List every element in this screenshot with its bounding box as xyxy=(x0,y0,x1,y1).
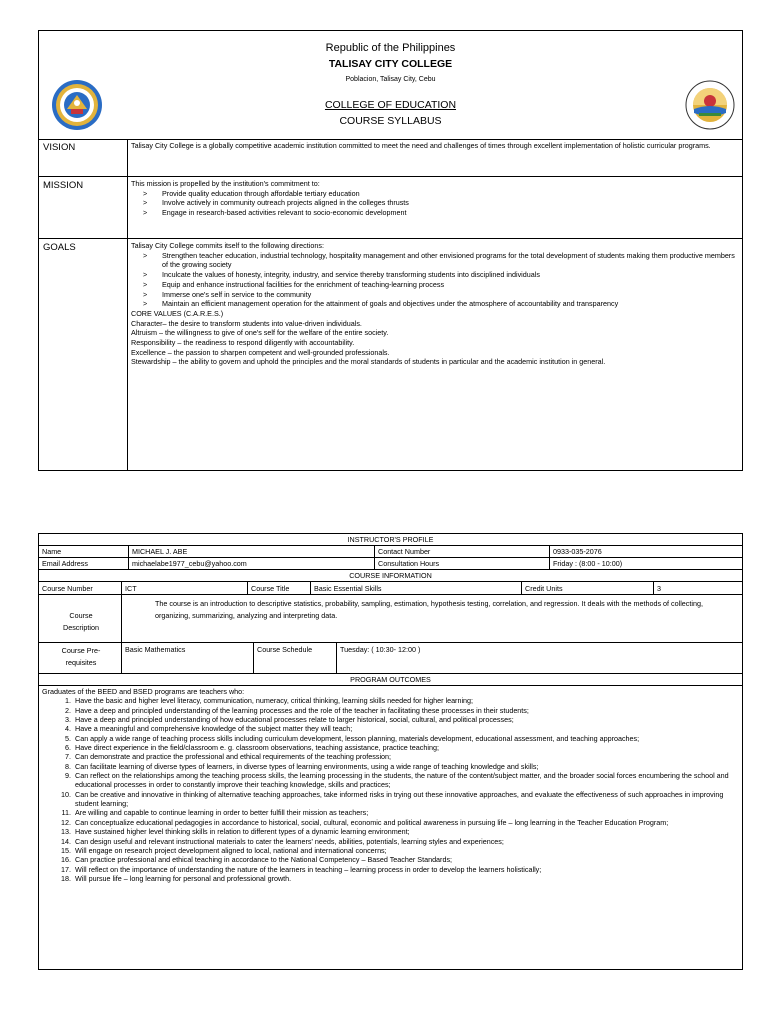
outcome-number: 11. xyxy=(61,808,71,818)
outcome-number: 3. xyxy=(65,715,71,725)
rule xyxy=(247,581,248,594)
rule xyxy=(39,569,742,570)
outcome-text: Have direct experience in the field/classroom e. g. classroom observations, teaching assistance, practice teaching; xyxy=(75,743,439,753)
outcome-number: 12. xyxy=(61,817,71,827)
goals-intro: Talisay City College commits itself to the following directions: xyxy=(131,241,324,250)
list-item xyxy=(42,715,740,724)
course-description: The course is an introduction to descriptive statistics, probability, sampling, estimation, hypothesis testing, correlation, and regression. It deals with the methods of collecting, organizing, summarizing, analyzing and interpreting data. xyxy=(155,599,703,620)
talisay-city-college-seal-icon xyxy=(51,79,103,131)
vision-row xyxy=(39,139,742,177)
department-name: COLLEGE OF EDUCATION xyxy=(324,99,457,111)
rule xyxy=(39,685,742,686)
core-value-item: Responsibility – the readiness to respond diligently with accountability. xyxy=(131,338,355,348)
list-item xyxy=(42,827,740,836)
list-item xyxy=(42,790,740,809)
rule xyxy=(253,642,254,673)
goals-row xyxy=(39,239,742,470)
list-item: > Strengthen teacher education, industrial technology, hospitality management and other envisioned programs for the total development of students making them productive members of the growing society xyxy=(143,251,737,270)
program-outcomes-title: PROGRAM OUTCOMES xyxy=(350,675,431,684)
list-item: > Immerse one's self in service to the community xyxy=(143,290,737,300)
rule xyxy=(128,545,129,569)
contact-number: 0933-035-2076 xyxy=(553,547,602,556)
outcome-number: 10. xyxy=(61,789,71,799)
goals-list xyxy=(131,251,737,309)
core-value-item: Character– the desire to transform students into value-driven individuals. xyxy=(131,318,362,328)
list-item xyxy=(42,865,740,874)
list-item: > Inculcate the values of honesty, integrity, industry, and service thereby transforming students into disciplined individuals xyxy=(143,270,737,280)
list-item xyxy=(42,874,740,883)
list-item: > Engage in research-based activities relevant to socio-economic development xyxy=(143,208,737,218)
outcome-number: 13. xyxy=(61,827,71,837)
outcome-number: 1. xyxy=(65,696,71,706)
email-address: michaelabe1977_cebu@yahoo.com xyxy=(132,559,247,568)
course-title-label: Course Title xyxy=(251,584,290,593)
rule xyxy=(310,581,311,594)
consultation-label: Consultation Hours xyxy=(378,559,440,568)
college-name: TALISAY CITY COLLEGE xyxy=(328,58,453,70)
goals-content xyxy=(131,241,737,367)
city-of-talisay-seal-icon xyxy=(685,79,735,131)
republic-line: Republic of the Philippines xyxy=(325,42,456,54)
mission-row xyxy=(39,177,742,239)
list-item xyxy=(42,846,740,855)
document-header xyxy=(39,31,742,140)
outcome-text: Will reflect on the importance of understanding the nature of the learners in teaching – learning process in order to develop the learners holistically; xyxy=(75,864,542,874)
instructor-name: MICHAEL J. ABE xyxy=(132,547,188,556)
mission-intro: This mission is propelled by the institution's commitment to: xyxy=(131,179,320,188)
mission-list xyxy=(131,189,737,218)
outcome-text: Can facilitate learning of diverse types of learners, in diverse types of learning environments, using a wide range of teaching knowledge and skills; xyxy=(75,761,539,771)
mission-content xyxy=(131,179,737,218)
rule xyxy=(549,545,550,569)
mission-label: MISSION xyxy=(43,180,84,191)
credit-units: 3 xyxy=(657,584,661,593)
instructor-profile-title: INSTRUCTOR'S PROFILE xyxy=(347,535,434,544)
course-info-section xyxy=(38,533,743,970)
outcome-text: Can design useful and relevant instructional materials to cater the learners' needs, abilities, potentials, learning styles and experiences; xyxy=(75,836,504,846)
outcome-text: Can be creative and innovative in thinking of alternative teaching approaches, take informed risks in trying out these innovative approaches, and evaluate the effectiveness of such approaches in improving student learning; xyxy=(75,789,724,809)
program-outcomes-list xyxy=(42,696,740,883)
outcome-text: Have a meaningful and comprehensive knowledge of the subject matter they will teach; xyxy=(75,724,353,734)
college-address: Poblacion, Talisay City, Cebu xyxy=(345,76,436,83)
course-number-label: Course Number xyxy=(42,584,93,593)
rule xyxy=(336,642,337,673)
rule xyxy=(121,581,122,673)
course-prerequisites-label: Course Pre-requisites xyxy=(61,646,101,667)
core-values-title: CORE VALUES (C.A.R.E.S.) xyxy=(131,308,224,318)
course-description-label: Course Description xyxy=(63,611,99,632)
outcome-text: Have a deep and principled understanding of how educational processes relate to larger historical, social, cultural, and political processes; xyxy=(75,715,514,725)
contact-label: Contact Number xyxy=(378,547,431,556)
list-item xyxy=(42,762,740,771)
document-title: COURSE SYLLABUS xyxy=(339,115,442,127)
course-prerequisites: Basic Mathematics xyxy=(125,645,186,654)
list-item: > Equip and enhance instructional facilities for the enrichment of teaching-learning process xyxy=(143,280,737,290)
name-label: Name xyxy=(42,547,62,556)
list-item xyxy=(42,734,740,743)
list-item xyxy=(42,771,740,790)
course-information-title: COURSE INFORMATION xyxy=(349,571,432,580)
list-item xyxy=(42,696,740,705)
list-item xyxy=(42,837,740,846)
consultation-hours: Friday : (8:00 - 10:00) xyxy=(553,559,623,568)
rule xyxy=(374,545,375,569)
list-item xyxy=(42,808,740,817)
list-item: > Maintain an efficient management operation for the attainment of goals and objectives under the atmosphere of accountability and transparency xyxy=(143,299,737,309)
program-outcomes-content xyxy=(42,687,740,883)
list-item xyxy=(42,706,740,715)
outcome-number: 5. xyxy=(65,733,71,743)
outcome-number: 9. xyxy=(65,771,71,781)
rule xyxy=(39,557,742,558)
core-value-item: Stewardship – the ability to govern and uphold the principles and the moral standards of students in particular and the academic institution in general. xyxy=(131,357,606,367)
rule xyxy=(39,545,742,546)
outcome-text: Will engage on research project development aligned to local, national and international concerns; xyxy=(75,845,387,855)
outcome-text: Can practice professional and ethical teaching in accordance to the National Competency – Based Teacher Standards; xyxy=(75,855,453,865)
vision-label: VISION xyxy=(43,142,76,153)
list-item: > Involve actively in community outreach projects aligned in the colleges thrusts xyxy=(143,198,737,208)
core-value-item: Altruism – the willingness to give of one's self for the welfare of the entire society. xyxy=(131,328,389,338)
list-item xyxy=(42,818,740,827)
list-item xyxy=(42,855,740,864)
outcome-number: 18. xyxy=(61,873,71,883)
list-item xyxy=(42,724,740,733)
course-title: Basic Essential Skills xyxy=(314,584,382,593)
syllabus-header-section xyxy=(38,30,743,471)
outcome-number: 8. xyxy=(65,761,71,771)
list-item xyxy=(42,752,740,761)
list-item xyxy=(42,743,740,752)
outcome-text: Are willing and capable to continue learning in order to better fulfill their mission as teachers; xyxy=(75,808,369,818)
outcome-number: 14. xyxy=(61,836,71,846)
rule xyxy=(653,581,654,594)
outcome-text: Will pursue life – long learning for personal and professional growth. xyxy=(75,873,292,883)
course-number: ICT xyxy=(125,584,137,593)
outcome-number: 2. xyxy=(65,705,71,715)
outcome-number: 6. xyxy=(65,743,71,753)
outcome-text: Can conceptualize educational pedagogies in accordance to historical, social, cultural, economic and political awareness in pursuing life – long learning in the Teacher Education Program; xyxy=(75,817,669,827)
rule xyxy=(521,581,522,594)
outcome-text: Can apply a wide range of teaching process skills including curriculum development, lesson planning, materials development, educational assessment, and teaching approaches; xyxy=(75,733,640,743)
outcome-text: Have sustained higher level thinking skills in relation to different types of a dynamic learning environment; xyxy=(75,827,410,837)
outcome-text: Have the basic and higher level literacy, communication, numeracy, critical thinking, learning skills needed for higher learning; xyxy=(75,696,474,706)
rule xyxy=(39,581,742,582)
outcome-text: Have a deep and principled understanding of the learning processes and the role of the teacher in facilitating these processes in their students; xyxy=(75,705,529,715)
rule xyxy=(39,594,742,595)
outcome-number: 15. xyxy=(61,845,71,855)
outcome-text: Can reflect on the relationships among the teaching process skills, the learning processing in the students, the nature of the content/subject matter, and the broader social forces encumbering the school and educational processes in order to constantly improve their teaching knowledge, skills and practices; xyxy=(75,771,729,790)
program-outcomes-intro: Graduates of the BEED and BSED programs are teachers who: xyxy=(42,687,245,696)
vision-text: Talisay City College is a globally competitive academic institution committed to meet the need and challenges of times through excellent implementation of holistic curricular programs. xyxy=(131,141,711,150)
rule xyxy=(39,642,742,643)
outcome-text: Can demonstrate and practice the professional and ethical requirements of the teaching profession; xyxy=(75,752,392,762)
outcome-number: 16. xyxy=(61,855,71,865)
email-label: Email Address xyxy=(42,559,88,568)
credit-units-label: Credit Units xyxy=(525,584,563,593)
list-item: > Provide quality education through affordable tertiary education xyxy=(143,189,737,199)
outcome-number: 4. xyxy=(65,724,71,734)
core-value-item: Excellence – the passion to sharpen competent and well-grounded professionals. xyxy=(131,347,390,357)
rule xyxy=(39,673,742,674)
goals-label: GOALS xyxy=(43,242,76,253)
outcome-number: 7. xyxy=(65,752,71,762)
course-schedule: Tuesday: ( 10:30- 12:00 ) xyxy=(340,645,421,654)
outcome-number: 17. xyxy=(61,864,71,874)
course-schedule-label: Course Schedule xyxy=(257,645,313,654)
